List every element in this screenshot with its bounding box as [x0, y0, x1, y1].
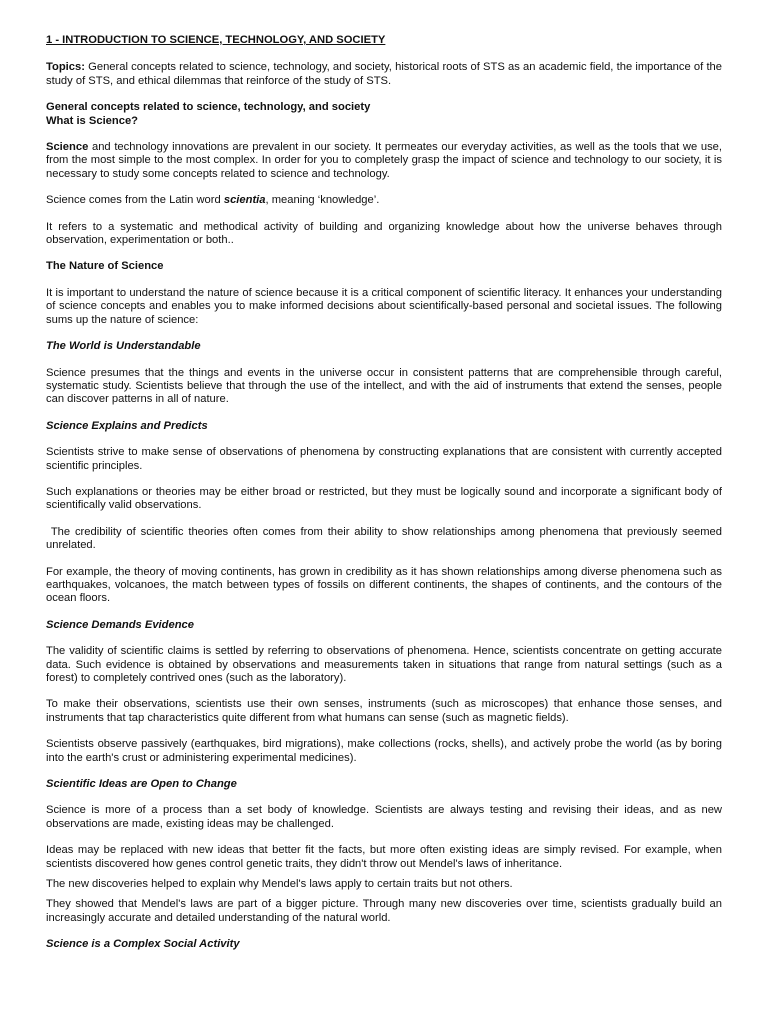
document-title: 1 - INTRODUCTION TO SCIENCE, TECHNOLOGY, AND SOCIETY	[46, 34, 386, 46]
topics-text: General concepts related to science, technology, and society, historical roots of STS as an academic field, the importance of the study of STS, and ethical dilemmas that reinforce of the study of STS.	[46, 61, 722, 87]
explains-paragraph-1: Scientists strive to make sense of observations of phenomena by constructing explanations that are consistent with currently accepted scientific principles.	[46, 446, 722, 472]
change-paragraph-1: Science is more of a process than a set body of knowledge. Scientists are always testing and revising their ideas, and as new observations are made, existing ideas may be challenged.	[46, 804, 722, 830]
explains-paragraph-4: For example, the theory of moving continents, has grown in credibility as it has shown relationships among diverse phenomena such as earthquakes, volcanoes, the match between types of fossils on different continents, the shapes of continents, and the contours of the ocean floors.	[46, 565, 722, 605]
heading-what-is-science: What is Science?	[46, 114, 139, 127]
heading-open-to-change: Scientific Ideas are Open to Change	[46, 778, 237, 791]
latin-word: scientia	[223, 194, 266, 207]
heading-general-concepts: General concepts related to science, technology, and society	[46, 101, 371, 114]
heading-nature-of-science: The Nature of Science	[46, 260, 164, 273]
science-lead-word: Science	[46, 141, 89, 154]
refers-paragraph: It refers to a systematic and methodical activity of building and organizing knowledge about how the universe behaves through observation, experimentation or both..	[46, 220, 722, 247]
heading-world-understandable: The World is Understandable	[46, 340, 201, 353]
science-paragraph	[46, 141, 722, 181]
topics-paragraph	[46, 61, 722, 88]
latin-paragraph	[46, 194, 722, 207]
latin-after: , meaning ‘knowledge’.	[265, 194, 380, 207]
topics-label: Topics:	[46, 61, 85, 74]
latin-before: Science comes from the Latin word	[46, 194, 224, 207]
explains-paragraph-2: Such explanations or theories may be either broad or restricted, but they must be logically sound and incorporate a significant body of scientifically valid observations.	[46, 485, 722, 512]
science-text: and technology innovations are prevalent in our society. It permeates our everyday activities, as well as the tools that we use, from the most simple to the most complex. In order for you to completely grasp the impact of science and technology to our society, it is necessary to study some concepts related to science and technology.	[46, 141, 722, 180]
change-paragraph-3: The new discoveries helped to explain why Mendel's laws apply to certain traits but not others.	[46, 878, 513, 891]
change-paragraph-2: Ideas may be replaced with new ideas that better fit the facts, but more often existing ideas are simply revised. For example, when scientists discovered how genes control genetic traits, they didn't throw out Mendel's laws of inheritance.	[46, 844, 722, 870]
explains-paragraph-3: The credibility of scientific theories often comes from their ability to show relationships among phenomena that previously seemed unrelated.	[46, 525, 726, 552]
evidence-paragraph-3: Scientists observe passively (earthquakes, bird migrations), make collections (rocks, shells), and actively probe the world (as by boring into the earth's crust or administering experimental medicines).	[46, 738, 722, 764]
change-paragraph-4: They showed that Mendel's laws are part of a bigger picture. Through many new discoveries over time, scientists gradually build an increasingly accurate and detailed understanding of the natural world.	[46, 898, 722, 924]
evidence-paragraph-1: The validity of scientific claims is settled by referring to observations of phenomena. Hence, scientists concentrate on getting accurate data. Such evidence is obtained by observations and measurements taken in situations that range from natural settings (such as a forest) to completely contrived ones (such as the laboratory).	[46, 645, 722, 684]
heading-demands-evidence: Science Demands Evidence	[46, 618, 194, 631]
world-paragraph: Science presumes that the things and events in the universe occur in consistent patterns that are comprehensible through careful, systematic study. Scientists believe that through the use of the intellect, and with the aid of instruments that extend the senses, people can discover patterns in all of nature.	[46, 366, 722, 406]
evidence-paragraph-2: To make their observations, scientists use their own senses, instruments (such as microscopes) that enhance those senses, and instruments that tap characteristics quite different from what humans can sense (such as magnetic fields).	[46, 698, 722, 724]
heading-complex-social-activity: Science is a Complex Social Activity	[46, 938, 240, 951]
heading-explains-predicts: Science Explains and Predicts	[46, 419, 208, 432]
nature-paragraph: It is important to understand the nature of science because it is a critical component of scientific literacy. It enhances your understanding of science concepts and enables you to make informed decisions about scientifically-based personal and societal issues. The following sums up the nature of science:	[46, 286, 722, 326]
